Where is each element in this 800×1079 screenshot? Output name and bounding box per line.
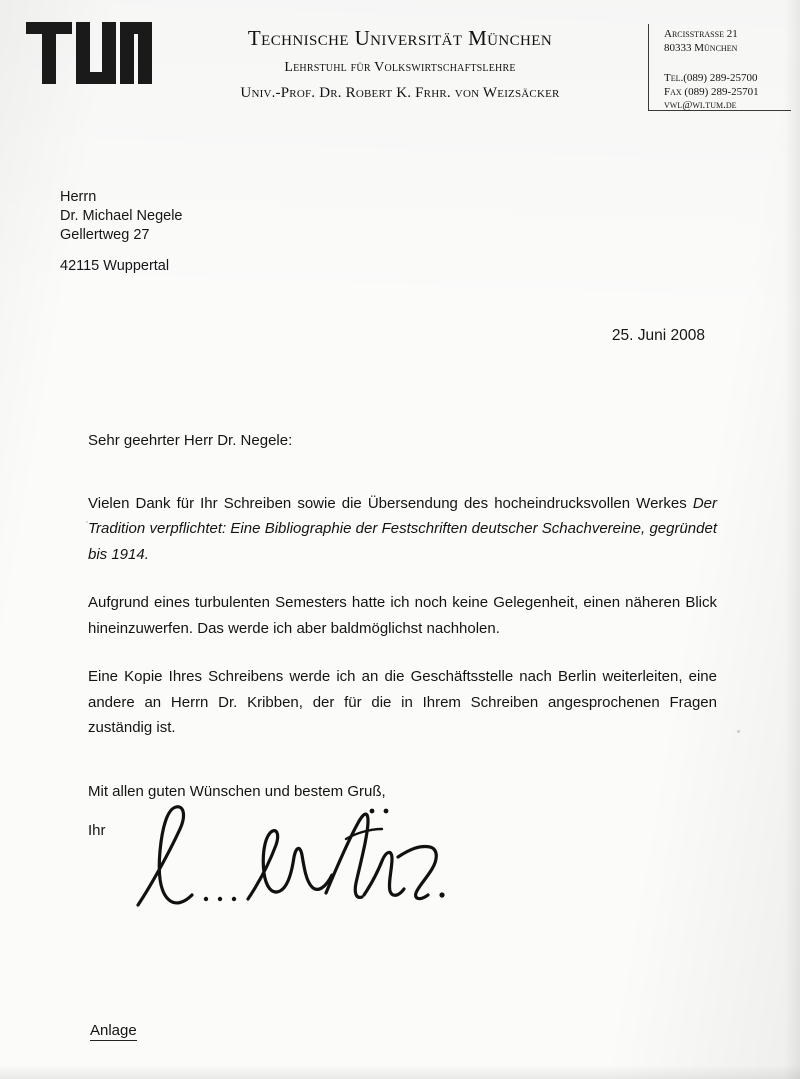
letterhead-contact-block — [664, 28, 789, 113]
recipient-spacer — [60, 245, 183, 257]
body-salutation: Sehr geehrter Herr Dr. Negele: — [88, 432, 293, 449]
recipient-name: Dr. Michael Negele — [60, 208, 183, 224]
enclosure-label: Anlage — [90, 1022, 137, 1039]
professor-name: Univ.-Prof. Dr. Robert K. Frhr. von Weizsäcker — [240, 85, 560, 101]
enclosure-note — [90, 1022, 137, 1039]
recipient-address-block — [60, 188, 183, 276]
body-paragraph-2: Aufgrund eines turbulenten Semesters hatte ich noch keine Gelegenheit, einen näheren Blick hineinzuwerfen. Das werde ich aber baldmöglichst nachholen. — [88, 594, 717, 637]
university-name: Technische Universität München — [247, 26, 553, 50]
contact-fax: Fax (089) 289-25701 — [664, 85, 759, 98]
body-yours: Ihr — [88, 822, 106, 839]
letterhead-center — [180, 26, 620, 102]
letterhead-address — [664, 28, 789, 55]
chair-name: Lehrstuhl für Volkswirtschaftslehre — [284, 60, 516, 75]
page-edge-shadow-right — [784, 0, 800, 1079]
letterhead-contact — [664, 72, 789, 113]
signature-image — [120, 795, 460, 930]
scan-speck — [737, 730, 740, 733]
recipient-street: Gellertweg 27 — [60, 227, 150, 243]
letter-date: 25. Juni 2008 — [611, 327, 705, 344]
body-paragraph-3: Eine Kopie Ihres Schreibens werde ich an die Geschäftsstelle nach Berlin weiterleiten, eine andere an Herrn Dr. Kribben, der für die in Ihrem Schreiben angesprochenen Fragen zuständig ist. — [88, 668, 717, 736]
book-title: Der Tradition verpflichtet: Eine Bibliographie der Festschriften deutscher Schachvereine, gegründet bis 1914. — [88, 494, 717, 563]
tum-logo-icon — [26, 22, 156, 84]
body-paragraph-1-text: Vielen Dank für Ihr Schreiben sowie die Übersendung des hocheindrucksvollen Werkes — [88, 494, 693, 512]
address-city: 80333 München — [664, 41, 738, 54]
body-paragraph-1 — [88, 491, 717, 568]
recipient-city: 42115 Wuppertal — [60, 258, 170, 274]
letterhead — [0, 0, 800, 130]
page-edge-shadow-bottom — [0, 1065, 800, 1079]
letterhead-vertical-rule — [648, 24, 649, 110]
address-street: Arcisstrasse 21 — [664, 28, 738, 40]
letter-body — [88, 428, 717, 844]
recipient-salutation: Herrn — [60, 189, 97, 205]
contact-tel: Tel.(089) 289-25700 — [664, 72, 758, 84]
contact-email: vwl@wi.tum.de — [664, 99, 737, 111]
body-closing: Mit allen guten Wünschen und bestem Gruß, — [88, 782, 386, 800]
scan-speck — [86, 521, 88, 523]
